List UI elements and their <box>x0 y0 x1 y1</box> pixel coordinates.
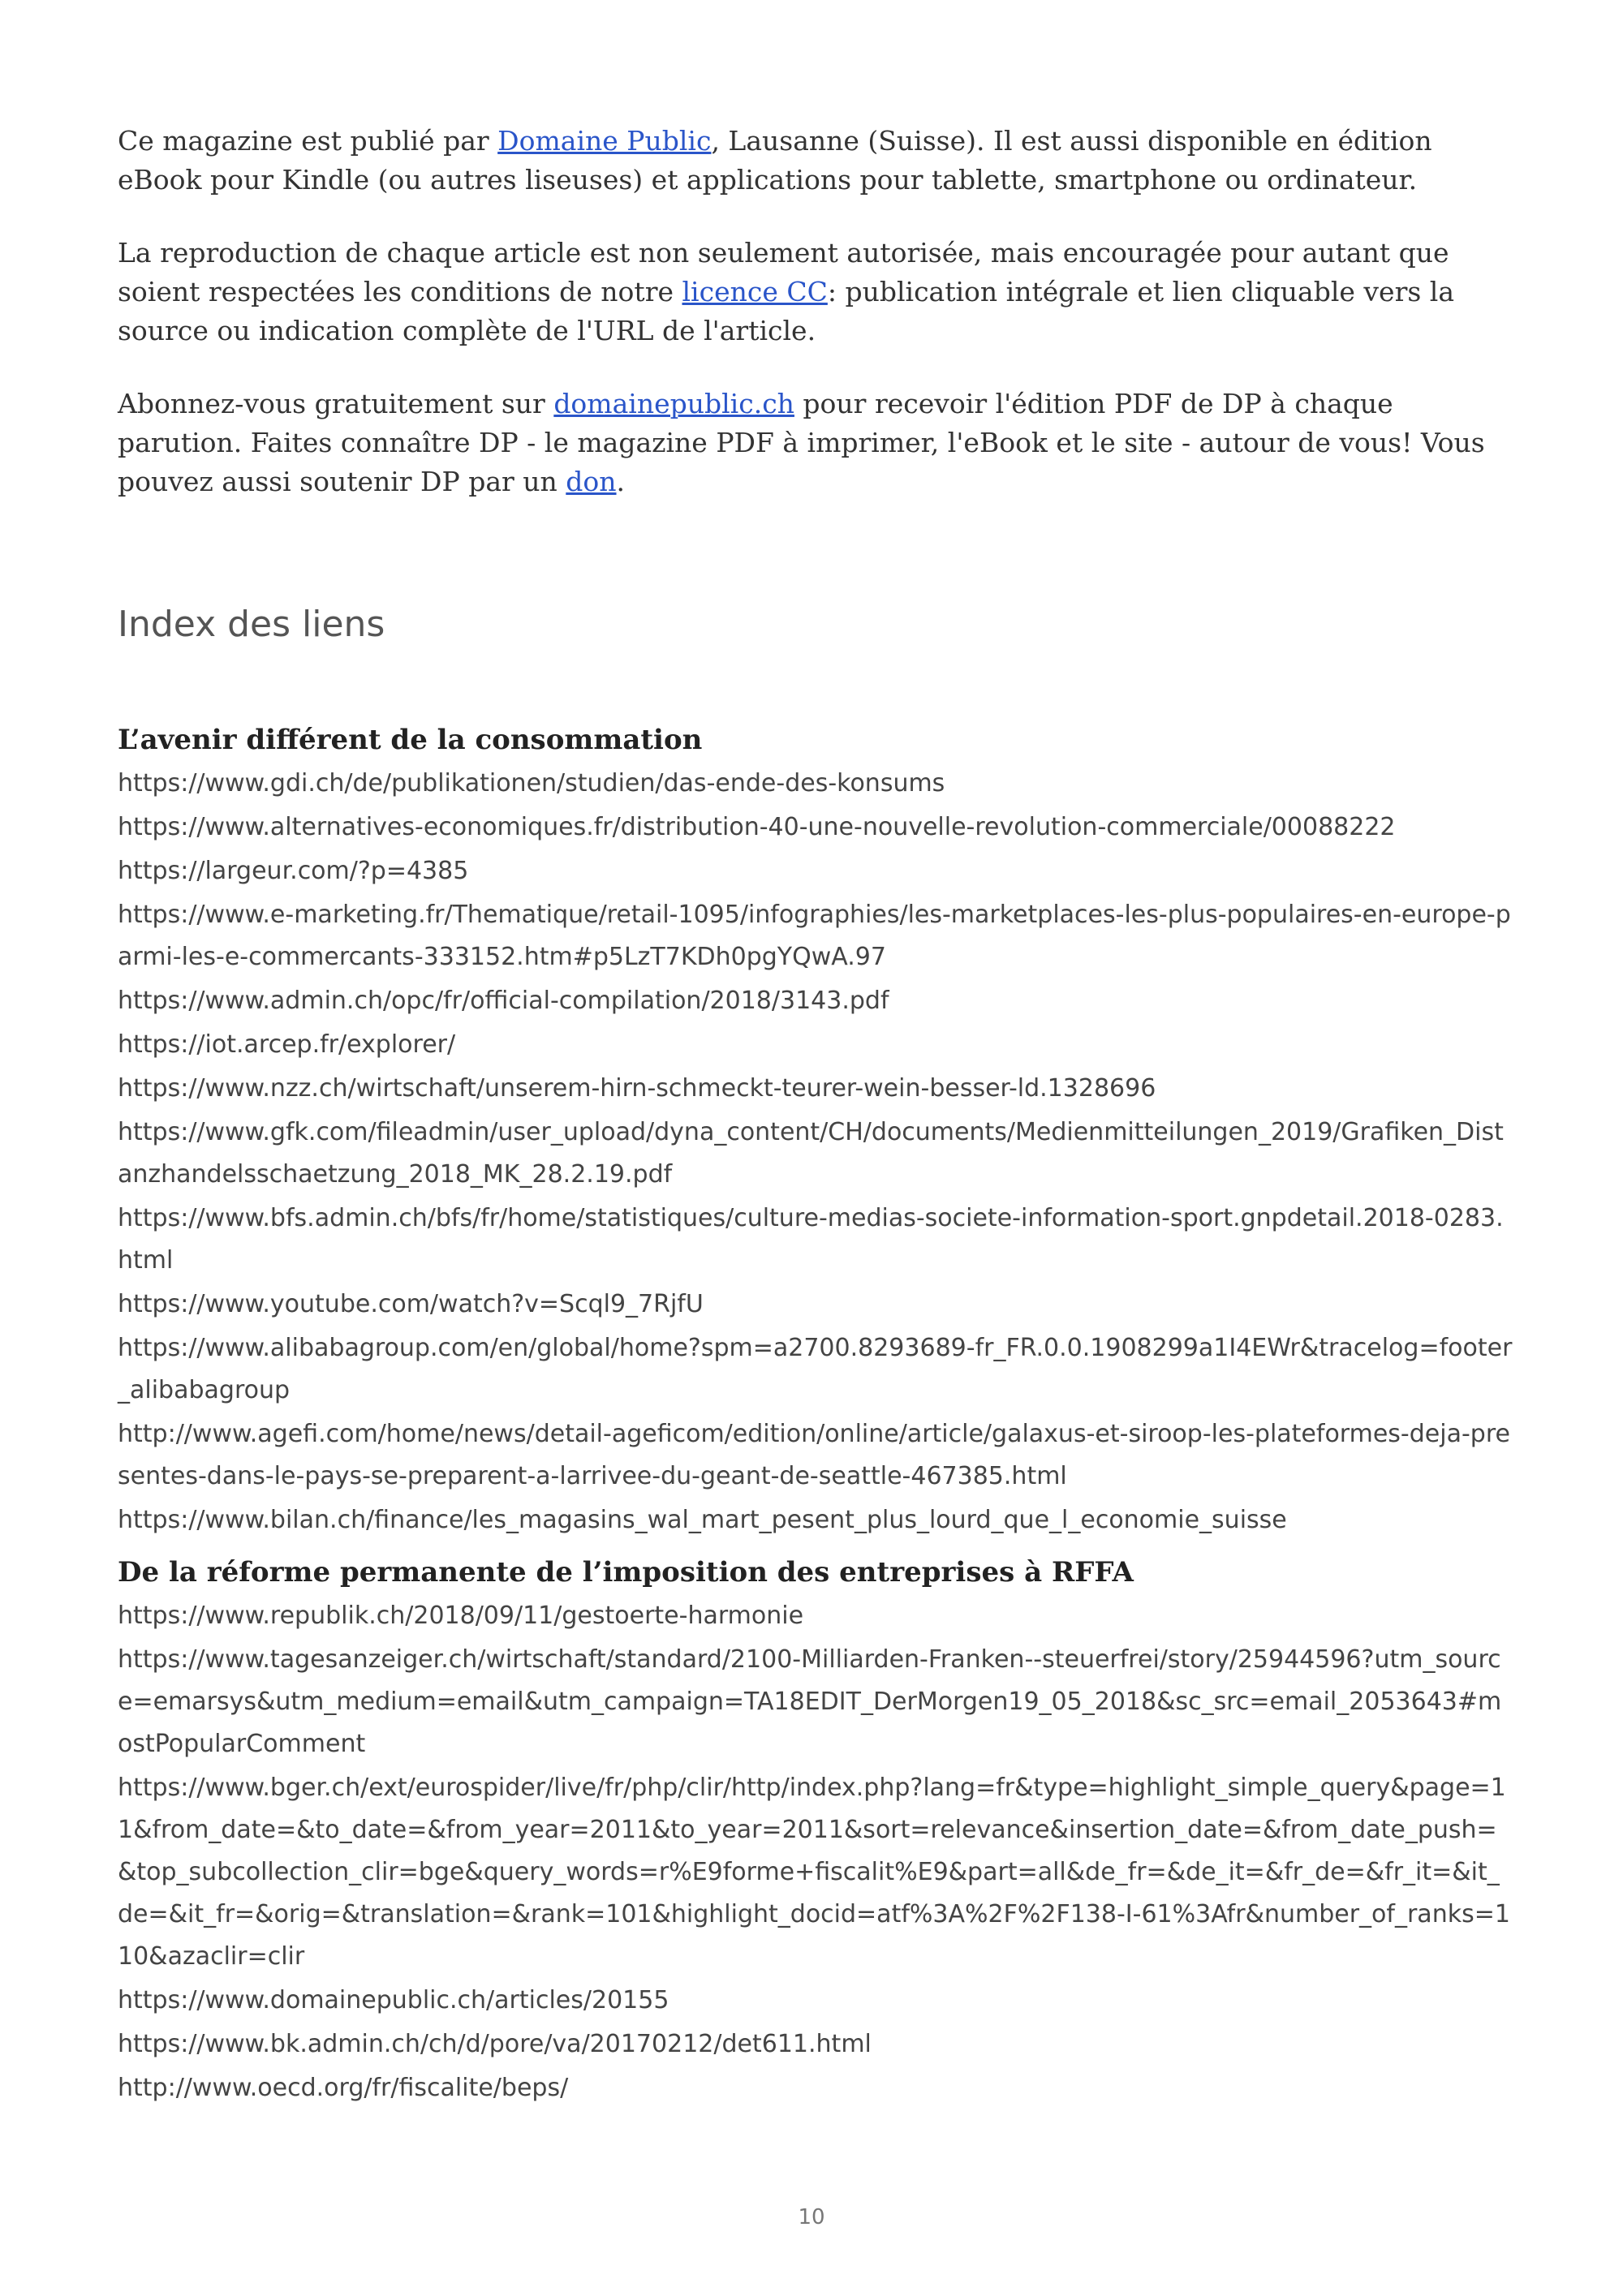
index-title: Index des liens <box>118 604 385 645</box>
link-url[interactable]: https://www.bk.admin.ch/ch/d/pore/va/20170212/det611.html <box>118 2030 872 2058</box>
intro-paragraph-license <box>118 234 1513 350</box>
intro-paragraph-publisher <box>118 122 1513 200</box>
link-url[interactable]: http://www.agefi.com/home/news/detail-ageficom/edition/online/article/galaxus-et-siroop-les-plateformes-deja-presentes-dans-le-pays-se-preparent-a-larrivee-du-geant-de-seattle-467385.html <box>118 1420 1510 1490</box>
link-url[interactable]: https://www.bilan.ch/finance/les_magasins_wal_mart_pesent_plus_lourd_que_l_economie_suisse <box>118 1506 1287 1534</box>
text: . <box>616 466 626 497</box>
link-url[interactable]: https://www.youtube.com/watch?v=Scql9_7RjfU <box>118 1290 704 1318</box>
link-url[interactable]: https://www.bger.ch/ext/eurospider/live/fr/php/clir/http/index.php?lang=fr&type=highlight_simple_query&page=11&from_date=&to_date=&from_year=2011&to_year=2011&sort=relevance&insertion_date=&from_date_push=&top_subcollection_clir=bge&query_words=r%E9forme+fiscalit%E9&part=all&de_fr=&de_it=&fr_de=&fr_it=&it_de=&it_fr=&orig=&translation=&rank=101&highlight_docid=atf%3A%2F%2F138-I-61%3Afr&number_of_ranks=110&azaclir=clir <box>118 1774 1510 1971</box>
text: Ce magazine est publié par <box>118 125 498 157</box>
page-number: 10 <box>798 2205 825 2229</box>
link-url[interactable]: https://www.alternatives-economiques.fr/distribution-40-une-nouvelle-revolution-commerciale/00088222 <box>118 813 1396 841</box>
link-url[interactable]: https://www.republik.ch/2018/09/11/gestoerte-harmonie <box>118 1602 804 1630</box>
link-url[interactable]: https://www.admin.ch/opc/fr/official-compilation/2018/3143.pdf <box>118 987 889 1015</box>
domainepublic-link[interactable]: domainepublic.ch <box>553 388 794 419</box>
link-url[interactable]: https://www.gdi.ch/de/publikationen/studien/das-ende-des-konsums <box>118 769 945 798</box>
link-url[interactable]: https://www.domainepublic.ch/articles/20155 <box>118 1986 669 2014</box>
donation-link[interactable]: don <box>566 466 617 497</box>
text: pour recevoir l'édition PDF de DP à chaque parution. Faites connaître DP - le magazine PDF à imprimer, l'eBook et le site - autour de vous! Vous pouvez aussi soutenir DP par un <box>118 388 1485 497</box>
text: Abonnez-vous gratuitement sur <box>118 388 554 419</box>
link-url[interactable]: https://www.nzz.ch/wirtschaft/unserem-hirn-schmeckt-teurer-wein-besser-ld.1328696 <box>118 1074 1156 1103</box>
link-url[interactable]: https://www.alibabagroup.com/en/global/home?spm=a2700.8293689-fr_FR.0.0.1908299a1I4EWr&tracelog=footer_alibabagroup <box>118 1334 1513 1404</box>
group-title: L’avenir différent de la consommation <box>118 724 703 756</box>
domaine-public-link[interactable]: Domaine Public <box>497 125 712 157</box>
page-content <box>118 122 1513 2111</box>
link-url[interactable]: https://www.tagesanzeiger.ch/wirtschaft/standard/2100-Milliarden-Franken--steuerfrei/story/25944596?utm_source=emarsys&utm_medium=email&utm_campaign=TA18EDIT_DerMorgen19_05_2018&sc_src=email_2053643#mostPopularComment <box>118 1645 1502 1758</box>
link-list <box>118 1595 1513 2109</box>
link-url[interactable]: http://www.oecd.org/fr/fiscalite/beps/ <box>118 2074 569 2102</box>
text: La reproduction de chaque article est non seulement autorisée, mais encouragée pour autant que soient respectées les conditions de notre <box>118 237 1449 307</box>
link-group-rffa <box>118 1550 1513 2109</box>
link-url[interactable]: https://largeur.com/?p=4385 <box>118 857 469 885</box>
group-title: De la réforme permanente de l’imposition des entreprises à RFFA <box>118 1556 1134 1589</box>
link-url[interactable]: https://www.bfs.admin.ch/bfs/fr/home/statistiques/culture-medias-societe-information-sport.gnpdetail.2018-0283.html <box>118 1204 1504 1275</box>
link-url[interactable]: https://www.gfk.com/fileadmin/user_upload/dyna_content/CH/documents/Medienmitteilungen_2019/Grafiken_Distanzhandelsschaetzung_2018_MK_28.2.19.pdf <box>118 1118 1504 1189</box>
licence-cc-link[interactable]: licence CC <box>682 276 828 307</box>
link-url[interactable]: https://iot.arcep.fr/explorer/ <box>118 1030 456 1059</box>
intro-paragraph-subscribe <box>118 385 1513 501</box>
text: : publication intégrale et lien cliquable vers la source ou indication complète de l'URL de l'article. <box>118 276 1455 346</box>
link-list <box>118 763 1513 1541</box>
link-url[interactable]: https://www.e-marketing.fr/Thematique/retail-1095/infographies/les-marketplaces-les-plus-populaires-en-europe-parmi-les-e-commercants-333152.htm#p5LzT7KDh0pgYQwA.97 <box>118 901 1511 971</box>
link-group-consommation <box>118 717 1513 1541</box>
text: , Lausanne (Suisse). Il est aussi disponible en édition eBook pour Kindle (ou autres liseuses) et applications pour tablette, smartphone ou ordinateur. <box>118 125 1432 196</box>
